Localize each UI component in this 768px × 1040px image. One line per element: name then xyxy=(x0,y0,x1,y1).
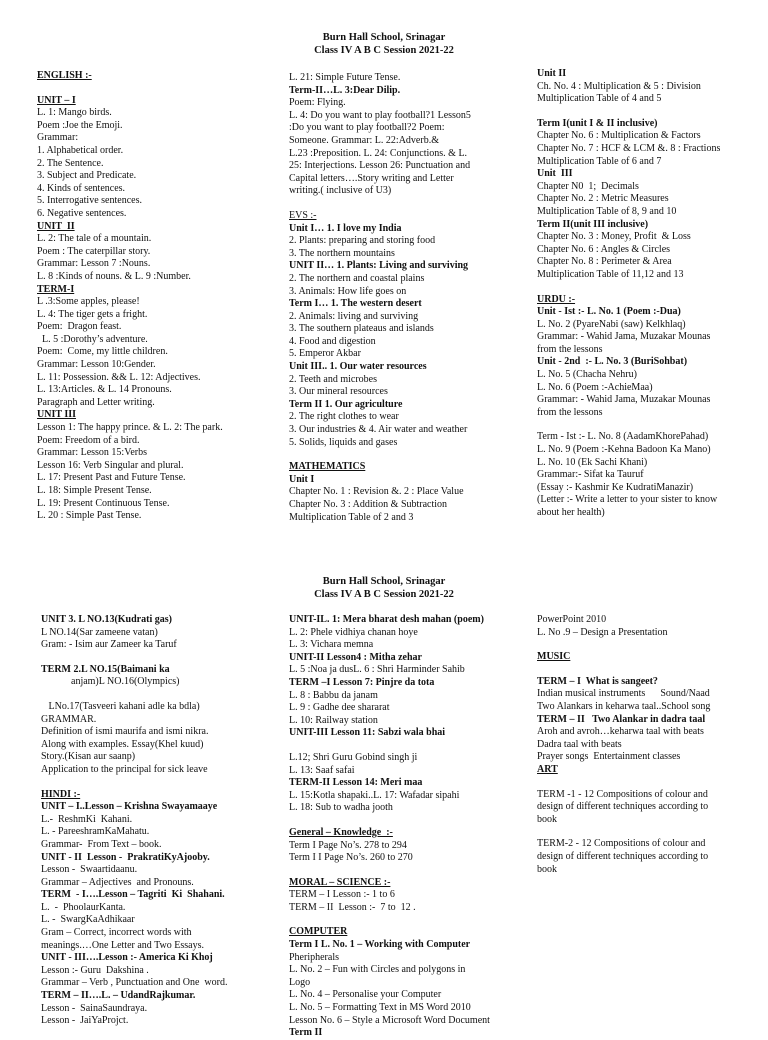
text-line: 5. Interrogative sentences. xyxy=(37,195,142,207)
text-line: book xyxy=(537,813,557,825)
text-line: Poem: Freedom of a bird. xyxy=(37,434,140,446)
text-line: from the lessons xyxy=(537,406,603,418)
text-line: Term I I Page No’s. 260 to 270 xyxy=(289,852,413,864)
text-line: L. 1: Mango birds. xyxy=(37,107,112,119)
text-line: L. No. 5 – Formatting Text in MS Word 2010 xyxy=(289,1002,471,1014)
text-line: 2. Plants: preparing and storing food xyxy=(289,235,436,247)
school-name: Burn Hall School, Srinagar xyxy=(322,32,446,43)
text-line: L. - PhoolaurKanta. xyxy=(41,901,126,913)
punjabi-gk-computer-column xyxy=(289,614,529,1040)
text-line: meanings.…One Letter and Two Essays. xyxy=(41,939,204,951)
spacer xyxy=(289,740,529,752)
text-line: 3. The southern plateaus and islands xyxy=(289,323,434,335)
text-line: Someone. Grammar: L. 22:Adverb.& xyxy=(289,134,439,146)
text-line: PowerPoint 2010 xyxy=(537,614,607,625)
text-line: L. 11: Possession. && L. 12: Adjectives. xyxy=(37,371,201,383)
text-line: Gram – Correct, incorrect words with xyxy=(41,927,192,939)
page1-header xyxy=(0,32,768,57)
text-line: Term I Page No’s. 278 to 294 xyxy=(289,839,407,851)
spacer xyxy=(537,639,768,651)
text-line: L. No. 9 (Poem :-Kehna Badoon Ka Mano) xyxy=(537,444,711,456)
text-line: Chapter No. 8 : Perimeter & Area xyxy=(537,256,672,268)
section-heading: UNIT – I xyxy=(37,94,76,106)
text-line: Application to the principal for sick leave xyxy=(41,763,208,775)
text-line: EVS :- xyxy=(289,209,317,221)
text-line: L. 18: Sub to wadha jooth xyxy=(289,802,393,814)
text-line: TERM – I Lesson :- 1 to 6 xyxy=(289,889,395,901)
text-line: Indian musical instruments Sound/Naad xyxy=(537,688,710,700)
spacer xyxy=(289,449,529,461)
section-heading: TERM - I….Lesson – Tagriti Ki Shahani. xyxy=(41,889,225,901)
text-line: Grammar: Lesson 15:Verbs xyxy=(37,447,147,459)
text-line: Chapter No. 2 : Metric Measures xyxy=(537,193,669,205)
spacer xyxy=(537,106,768,118)
text-line: Paragraph and Letter writing. xyxy=(37,396,155,408)
text-line: GRAMMAR. xyxy=(41,713,97,725)
text-line: L. 13: Saaf safai xyxy=(289,764,355,776)
section-heading: Term II(unit III inclusive) xyxy=(537,218,649,230)
section-heading: MATHEMATICS xyxy=(289,461,366,473)
text-line: Chapter No. 3 : Addition & Subtraction xyxy=(289,499,448,510)
text-line: Lesson - SainaSaundraya. xyxy=(41,1002,148,1014)
spacer xyxy=(41,689,281,701)
spacer xyxy=(289,914,529,926)
section-heading: UNIT – I..Lesson – Krishna Swayamaaye xyxy=(41,801,218,813)
spacer xyxy=(537,826,768,838)
text-line: Grammar: - Wahid Jama, Muzakar Mounas xyxy=(537,331,711,343)
text-line: Lesson 16: Verb Singular and plural. xyxy=(37,459,184,471)
section-heading: COMPUTER xyxy=(289,926,348,938)
section-heading: Unit III.. 1. Our water resources xyxy=(289,361,427,373)
page2-header xyxy=(0,576,768,601)
text-line: L. 5 :Noa ja dusL. 6 : Shri Harminder Sahib xyxy=(289,664,465,676)
text-line: Grammar: xyxy=(37,132,79,144)
section-heading: URDU :- xyxy=(537,293,576,305)
english-evs-math-column xyxy=(289,72,529,524)
text-line: L. 20 : Simple Past Tense. xyxy=(37,510,142,522)
section-heading: Term II 1. Our agriculture xyxy=(289,398,403,410)
text-line: Multiplication Table of 2 and 3 xyxy=(289,511,414,523)
text-line: Lesson - Swaartidaanu. xyxy=(41,864,138,876)
text-line: 3. Subject and Predicate. xyxy=(37,170,137,182)
section-heading: ENGLISH :- xyxy=(37,70,92,81)
section-heading: UNIT - II Lesson - PrakratiKyAjooby. xyxy=(41,851,210,863)
spacer xyxy=(41,777,281,789)
text-line: 3. Animals: How life goes on xyxy=(289,285,407,297)
section-heading: UNIT II xyxy=(37,220,75,232)
text-line: Multiplication Table of 4 and 5 xyxy=(537,93,662,105)
text-line: L .3:Some apples, please! xyxy=(37,296,140,308)
text-line: 2. The right clothes to wear xyxy=(289,411,399,423)
text-line: L.23 :Preposition. L. 24: Conjunctions. & L. xyxy=(289,147,468,159)
text-line: Grammar: - Wahid Jama, Muzakar Mounas xyxy=(537,394,711,406)
section-heading: UNIT-IL. 1: Mera bharat desh mahan (poem) xyxy=(289,614,484,625)
text-line: L. No. 2 – Fun with Circles and polygons in xyxy=(289,964,466,976)
text-line: L. No. 6 (Poem :-AchieMaa) xyxy=(537,381,653,393)
class-session: Class IV A B C Session 2021-22 xyxy=(314,44,454,56)
section-heading: Unit I… 1. I love my India xyxy=(289,222,402,234)
section-heading: Term I… 1. The western desert xyxy=(289,298,422,310)
text-line: TERM-2 - 12 Compositions of colour and xyxy=(537,838,706,850)
text-line: (Essay :- Kashmir Ke KudratiManazir) xyxy=(537,481,694,493)
section-heading: UNIT III xyxy=(37,409,76,421)
text-line: Lesson - JaiYaProjct. xyxy=(41,1015,129,1027)
text-line: 3. Our mineral resources xyxy=(289,386,388,398)
section-heading: TERM-I xyxy=(37,283,75,295)
text-line: L. - SwargKaAdhikaar xyxy=(41,914,135,926)
text-line: Chapter No. 6 : Multiplication & Factors xyxy=(537,130,701,142)
text-line: 2. The Sentence. xyxy=(37,157,104,169)
text-line: design of different techniques according to xyxy=(537,850,709,862)
text-line: Multiplication Table of 6 and 7 xyxy=(537,155,662,167)
text-line: L. 2: The tale of a mountain. xyxy=(37,233,152,245)
text-line: 2. Animals: living and surviving xyxy=(289,310,419,322)
text-line: Dadra taal with beats xyxy=(537,738,622,750)
section-heading: UNIT 3. L NO.13(Kudrati gas) xyxy=(41,614,172,625)
section-heading: UNIT II… 1. Plants: Living and surviving xyxy=(289,260,469,272)
section-heading: UNIT-III Lesson 11: Sabzi wala bhai xyxy=(289,727,446,739)
section-heading: TERM – II….L. – UdandRajkumar. xyxy=(41,990,196,1002)
text-line: 5. Solids, liquids and gases xyxy=(289,436,398,448)
text-line: LNo.17(Tasveeri kahani adle ka bdla) xyxy=(41,700,200,712)
text-line: design of different techniques according to xyxy=(537,801,709,813)
text-line: L. 8 :Kinds of nouns. & L. 9 :Number. xyxy=(37,270,191,282)
computer-music-art-column xyxy=(537,614,768,876)
text-line: L. No. 10 (Ek Sachi Khani) xyxy=(537,456,648,468)
text-line: Story.(Kisan aur saanp) xyxy=(41,751,136,763)
text-line: Chapter No. 6 : Angles & Circles xyxy=(537,243,671,255)
section-heading: ART xyxy=(537,763,558,775)
text-line: L. No. 4 – Personalise your Computer xyxy=(289,989,442,1001)
text-line: Capital letters….Story writing and Letter xyxy=(289,172,454,184)
class-session-2: Class IV A B C Session 2021-22 xyxy=(314,588,454,600)
text-line: Multiplication Table of 8, 9 and 10 xyxy=(537,205,677,217)
spacer xyxy=(289,198,529,210)
spacer xyxy=(537,282,768,294)
text-line: TERM -1 - 12 Compositions of colour and xyxy=(537,788,708,800)
text-line: Chapter No. 3 : Money, Profit & Loss xyxy=(537,231,691,243)
section-heading: TERM – I What is sangeet? xyxy=(537,675,658,687)
text-line: L. No .9 – Design a Presentation xyxy=(537,626,668,638)
section-heading: Unit III xyxy=(537,168,573,180)
text-line: book xyxy=(537,863,557,875)
text-line: L NO.14(Sar zameene vatan) xyxy=(41,626,158,638)
section-heading: TERM – II Two Alankar in dadra taal xyxy=(537,713,706,725)
section-heading: TERM-II Lesson 14: Meri maa xyxy=(289,777,423,789)
text-line: Gram: - Isim aur Zameer ka Taruf xyxy=(41,639,177,651)
text-line: L. No. 5 (Chacha Nehru) xyxy=(537,369,637,381)
text-line: L. 8 : Babbu da janam xyxy=(289,689,378,701)
spacer xyxy=(41,652,281,664)
text-line: Grammar- From Text – book. xyxy=(41,838,162,850)
spacer xyxy=(537,664,768,676)
urdu-hindi-column xyxy=(41,614,281,1028)
section-heading: Term II xyxy=(289,1027,323,1039)
math-urdu-column xyxy=(537,68,768,520)
text-line: L. 3: Vichara memna xyxy=(289,639,374,651)
text-line: L. 18: Simple Present Tense. xyxy=(37,485,152,496)
text-line: 2. Teeth and microbes xyxy=(289,373,377,385)
section-heading: General – Knowledge :- xyxy=(289,826,393,838)
section-heading: Unit - 2nd :- L. No. 3 (BuriSohbat) xyxy=(537,356,688,368)
text-line: 25: Interjections. Lesson 26: Punctuation and xyxy=(289,160,471,172)
section-heading: Term I L. No. 1 – Working with Computer xyxy=(289,939,471,951)
text-line: Definition of ismi maurifa and ismi nikra. xyxy=(41,726,209,738)
text-line: Two Alankars in keharwa taal..School song xyxy=(537,700,711,712)
text-line: TERM – II Lesson :- 7 to 12 . xyxy=(289,901,416,913)
text-line: L.12; Shri Guru Gobind singh ji xyxy=(289,751,418,763)
text-line: L. 19: Present Continuous Tense. xyxy=(37,497,170,509)
section-heading: HINDI :- xyxy=(41,788,81,800)
spacer xyxy=(37,83,277,95)
spacer xyxy=(289,865,529,877)
section-heading: Term-II…L. 3:Dear Dilip. xyxy=(289,84,401,96)
text-line: Grammar – Adjectives and Pronouns. xyxy=(41,876,194,888)
text-line: L. 15:Kotla shapaki..L. 17: Wafadar sipahi xyxy=(289,789,460,801)
text-line: L. 4: The tiger gets a fright. xyxy=(37,308,148,320)
section-heading: MORAL – SCIENCE :- xyxy=(289,876,391,888)
text-line: L. 17: Present Past and Future Tense. xyxy=(37,472,186,484)
text-line: L. 21: Simple Future Tense. xyxy=(289,72,401,83)
text-line: :Do you want to play football?2 Poem: xyxy=(289,122,445,134)
text-line: Aroh and avroh…keharwa taal with beats xyxy=(537,726,704,738)
text-line: 3. Our industries & 4. Air water and weather xyxy=(289,424,468,436)
text-line: Chapter N0 1; Decimals xyxy=(537,180,639,192)
text-line: Poem: Dragon feast. xyxy=(37,321,122,333)
text-line: L. 9 : Gadhe dee shararat xyxy=(289,702,390,714)
text-line: Grammar: Lesson 10:Gender. xyxy=(37,359,156,371)
text-line: 6. Negative sentences. xyxy=(37,207,127,219)
text-line: Poem: Come, my little children. xyxy=(37,346,168,358)
text-line: (Letter :- Write a letter to your sister to know xyxy=(537,494,718,506)
text-line: 1. Alphabetical order. xyxy=(37,144,124,156)
text-line: Lesson :- Guru Dakshina . xyxy=(41,964,149,976)
text-line: Multiplication Table of 11,12 and 13 xyxy=(537,268,684,280)
text-line: L. 5 :Dorothy’s adventure. xyxy=(37,333,148,345)
text-line: Lesson No. 6 – Style a Microsoft Word Document xyxy=(289,1014,490,1026)
text-line: 4. Kinds of sentences. xyxy=(37,182,126,194)
section-heading: TERM 2.L NO.15(Baimani ka xyxy=(41,663,170,675)
text-line: 5. Emperor Akbar xyxy=(289,348,361,360)
text-line: Logo xyxy=(289,976,311,988)
text-line: Ch. No. 4 : Multiplication & 5 : Division xyxy=(537,80,701,92)
text-line: 4. Food and digestion xyxy=(289,335,376,347)
text-line: L. 2: Phele vidhiya chanan hoye xyxy=(289,626,418,638)
text-line: L.- ReshmKi Kahani. xyxy=(41,813,133,825)
text-line: Pheripherals xyxy=(289,951,339,963)
text-line: Poem: Flying. xyxy=(289,97,346,109)
section-heading: TERM –I Lesson 7: Pinjre da tota xyxy=(289,676,435,688)
spacer xyxy=(537,777,768,789)
section-heading: Term I(unit I & II inclusive) xyxy=(537,117,658,129)
text-line: L. No. 2 (PyareNabi (saw) Kelkhlaq) xyxy=(537,318,686,330)
text-line: writing.( inclusive of U3) xyxy=(289,185,392,197)
text-line: Poem :Joe the Emoji. xyxy=(37,119,123,131)
school-name-2: Burn Hall School, Srinagar xyxy=(322,576,446,587)
text-line: Term - Ist :- L. No. 8 (AadamKhorePahad) xyxy=(537,431,709,443)
text-line: anjam)L NO.16(Olympics) xyxy=(41,676,180,688)
text-line: Grammar – Verb , Punctuation and One word. xyxy=(41,977,228,989)
spacer xyxy=(289,815,529,827)
section-heading: Unit - Ist :- L. No. 1 (Poem :-Dua) xyxy=(537,306,681,318)
section-heading: UNIT-II Lesson4 : Mitha zehar xyxy=(289,651,422,663)
spacer xyxy=(537,419,768,431)
text-line: about her health) xyxy=(537,507,605,518)
text-line: Along with examples. Essay(Khel kuud) xyxy=(41,738,204,750)
text-line: 2. The northern and coastal plains xyxy=(289,272,425,284)
text-line: Lesson 1: The happy prince. & L. 2: The park. xyxy=(37,422,223,434)
text-line: Grammar: Lesson 7 :Nouns. xyxy=(37,258,151,270)
section-heading: MUSIC xyxy=(537,651,571,663)
text-line: Poem : The caterpillar story. xyxy=(37,245,151,257)
text-line: L. 4: Do you want to play football?1 Lesson5 xyxy=(289,109,471,121)
text-line: 3. The northern mountains xyxy=(289,247,395,259)
text-line: from the lessons xyxy=(537,343,603,355)
section-heading: UNIT - III….Lesson :- America Ki Khoj xyxy=(41,952,213,964)
section-heading: Unit II xyxy=(537,68,567,79)
english-column xyxy=(37,70,277,523)
text-line: L. - PareeshramKaMahatu. xyxy=(41,826,150,838)
section-heading: Unit I xyxy=(289,473,315,485)
text-line: Chapter No. 7 : HCF & LCM &. 8 : Fractions xyxy=(537,142,721,154)
text-line: Prayer songs Entertainment classes xyxy=(537,751,681,763)
text-line: L. 13:Articles. & L. 14 Pronouns. xyxy=(37,384,172,396)
text-line: L. 10: Railway station xyxy=(289,714,378,726)
text-line: Grammar:- Sifat ka Tauruf xyxy=(537,469,644,481)
text-line: Chapter No. 1 : Revision &. 2 : Place Value xyxy=(289,486,464,498)
